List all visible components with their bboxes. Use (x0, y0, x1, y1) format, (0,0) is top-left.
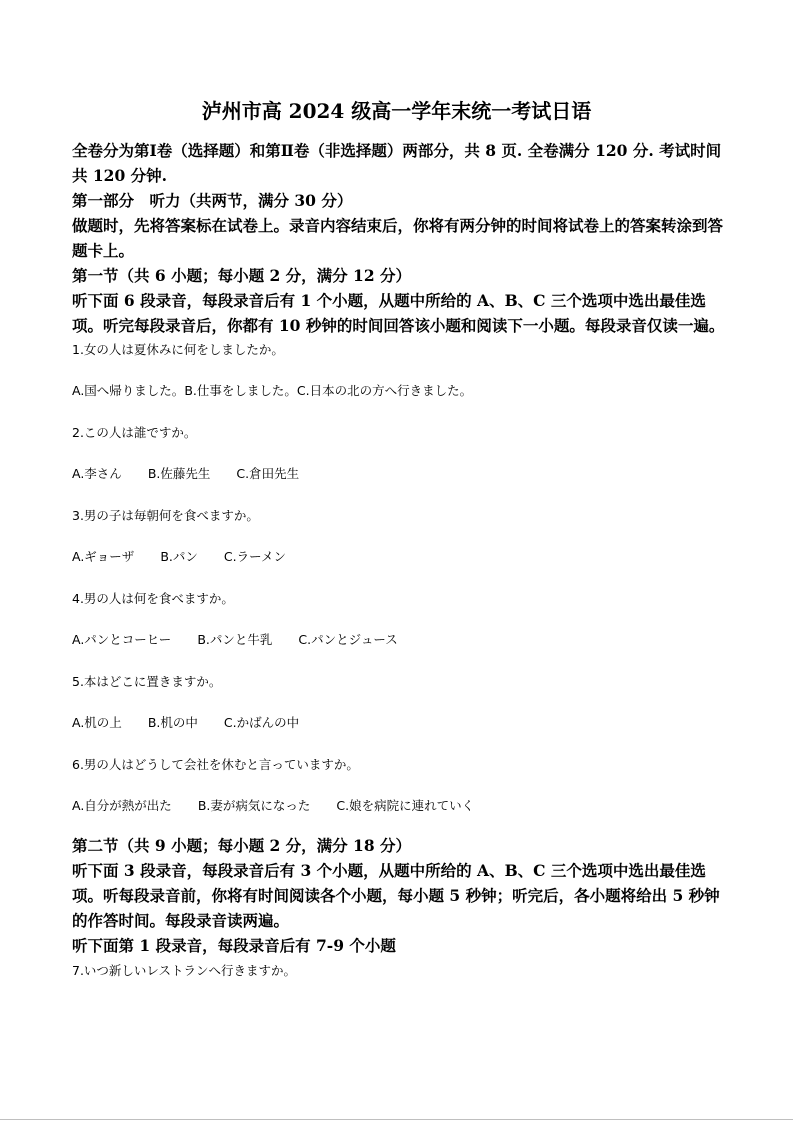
question-6-option-a[interactable]: A.自分が熱が出た (72, 798, 172, 813)
question-6-text: 6.男の人はどうして会社を休むと言っていますか。 (72, 757, 359, 772)
section1-heading: 第一节（共 6 小题；每小题 2 分，满分 12 分） (72, 266, 412, 285)
question-3-text: 3.男の子は毎朝何を食べますか。 (72, 508, 259, 523)
question-3-option-a[interactable]: A.ギョーザ (72, 549, 135, 564)
question-5-options (72, 713, 325, 733)
exam-intro: 全卷分为第Ⅰ卷（选择题）和第Ⅱ卷（非选择题）两部分，共 8 页. 全卷满分 120 分. 考试时间共 120 分钟. (72, 141, 722, 185)
question-3-options (72, 547, 312, 567)
part1-heading: 第一部分 听力（共两节，满分 30 分） (72, 191, 353, 210)
question-4-option-c[interactable]: C.パンとジュース (298, 632, 398, 647)
question-2-options (72, 464, 325, 484)
exam-title: 泸州市高 2024 级高一学年末统一考试日语 (201, 99, 592, 123)
question-7-text: 7.いつ新しいレストランへ行きますか。 (72, 963, 297, 978)
question-1-option-b[interactable]: B.仕事をしました。 (184, 383, 297, 398)
question-5-text: 5.本はどこに置きますか。 (72, 674, 222, 689)
question-1-options (72, 381, 472, 401)
question-5-option-a[interactable]: A.机の上 (72, 715, 122, 730)
section2-instruction: 听下面 3 段录音，每段录音后有 3 个小题，从题中所给的 A、B、C 三个选项中选出最佳选项。听每段录音前，你将有时间阅读各个小题，每小题 5 秒钟；听完后，各小题将给出 5 秒钟的作答时间。每段录音读两遍。 (72, 861, 720, 930)
question-3-option-c[interactable]: C.ラーメン (223, 549, 286, 564)
question-4-text: 4.男の人は何を食べますか。 (72, 591, 234, 606)
question-3-option-b[interactable]: B.パン (160, 549, 198, 564)
section2-heading: 第二节（共 9 小题；每小题 2 分，满分 18 分） (72, 836, 412, 855)
question-4-options (72, 630, 424, 650)
question-1-option-c[interactable]: C.日本の北の方へ行きました。 (296, 383, 473, 398)
section2-subheading: 听下面第 1 段录音，每段录音后有 7-9 个小题 (72, 936, 396, 955)
question-4-option-b[interactable]: B.パンと牛乳 (197, 632, 273, 647)
page-bottom-border (0, 1119, 793, 1120)
question-2-option-a[interactable]: A.李さん (72, 466, 122, 481)
question-4-option-a[interactable]: A.パンとコーヒー (72, 632, 172, 647)
question-2-option-b[interactable]: B.佐藤先生 (147, 466, 211, 481)
question-1-text: 1.女の人は夏休みに何をしましたか。 (72, 342, 284, 357)
question-6-option-b[interactable]: B.妻が病気になった (197, 798, 311, 813)
question-1-option-a[interactable]: A.国へ帰りました。 (72, 383, 185, 398)
question-2-text: 2.この人は誰ですか。 (72, 425, 197, 440)
question-6-option-c[interactable]: C.娘を病院に連れていく (336, 798, 475, 813)
part1-instruction: 做题时，先将答案标在试卷上。录音内容结束后，你将有两分钟的时间将试卷上的答案转涂到答题卡上。 (72, 216, 724, 260)
question-2-option-c[interactable]: C.倉田先生 (236, 466, 300, 481)
question-5-option-b[interactable]: B.机の中 (147, 715, 198, 730)
question-5-option-c[interactable]: C.かばんの中 (223, 715, 300, 730)
section1-instruction: 听下面 6 段录音，每段录音后有 1 个小题，从题中所给的 A、B、C 三个选项中选出最佳选项。听完每段录音后，你都有 10 秒钟的时间回答该小题和阅读下一小题。每段录音仅读一遍。 (72, 291, 725, 335)
question-6-options (72, 796, 500, 816)
